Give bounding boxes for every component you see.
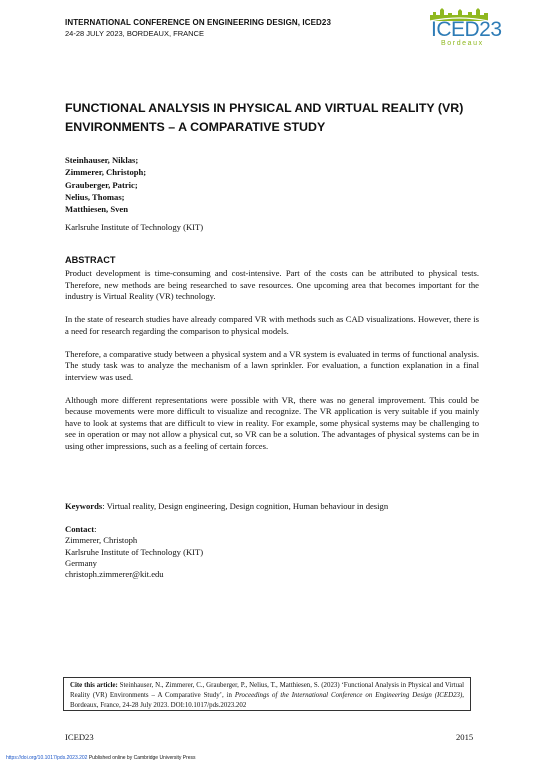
page-number: 2015 [456,732,474,742]
author-name: Nelius, Thomas; [65,191,125,202]
abstract-body [65,268,479,464]
citation-label: Cite this article: [70,682,118,689]
author-name: Zimmerer, Christoph; [65,167,147,178]
affiliation: Karlsruhe Institute of Technology (KIT) [65,222,204,232]
contact-name: Zimmerer, Christoph [65,535,138,546]
author-name: Grauberger, Patric; [65,179,138,190]
citation-text: Steinhauser, N., Zimmerer, C., Grauberger, P., Nelius, T., Matthiesen, S. (2023) ‘Functional Analysis in Physical and Virtual Reality (VR) Environments – A Comparative Study’, in [70,682,465,699]
contact-colon: : [94,524,97,534]
citation-text-end: , Bordeaux, France, 24-28 July 2023. DOI:10.1017/pds.2023.202 [70,692,464,709]
author-name: Matthiesen, Sven [65,204,129,215]
keywords [65,501,479,511]
contact-label: Contact [65,524,95,534]
contact-heading [65,524,203,535]
published-note: Published online by Cambridge University Press [87,755,196,761]
contact-email[interactable]: christoph.zimmerer@kit.edu [65,569,164,580]
abstract-paragraph: In the state of research studies have already compared VR with methods such as CAD visualizations. However, there is a need for research regarding the comparison to physical models. [65,314,479,336]
abstract-heading: ABSTRACT [65,255,116,265]
logo-subtitle: Bordeaux [441,40,484,47]
keywords-list: : Virtual reality, Design engineering, Design cognition, Human behaviour in design [102,501,389,511]
citation-box [63,677,471,711]
abstract-paragraph: Therefore, a comparative study between a physical system and a VR system is evaluated in terms of functional analysis. The study task was to analyze the mechanism of a lawn sprinkler. For evaluation, a function explanation in a final interview was used. [65,348,479,382]
contact-institution: Karlsruhe Institute of Technology (KIT) [65,546,204,557]
author-name: Steinhauser, Niklas; [65,155,139,165]
contact-country: Germany [65,557,97,568]
footer-conference: ICED23 [65,732,94,742]
abstract-paragraph: Although more different representations were possible with VR, there was no general improvement. This could be because movements were more difficult to visualize and recognize. The VR application is very suitable if you mainly have to look at systems that are difficult to view in reality. For example, some physical systems may be challenging to see in operation or may not allow a physical cut, so VR can be a solution. The advantages of physical systems can be in using other impressions, such as a feeling of certain forces. [65,394,479,451]
paper-title: FUNCTIONAL ANALYSIS IN PHYSICAL AND VIRTUAL REALITY (VR) ENVIRONMENTS – A COMPARATIVE STUDY [65,101,464,134]
logo-text: ICED23 [431,18,502,41]
conference-name: INTERNATIONAL CONFERENCE ON ENGINEERING DESIGN, ICED23 [65,18,332,27]
keywords-label: Keywords [65,501,103,511]
iced23-logo [428,6,502,48]
contact-block [65,524,203,580]
doi-link[interactable]: https://doi.org/10.1017/pds.2023.202 [6,755,88,761]
abstract-paragraph: Product development is time-consuming and cost-intensive. Part of the costs can be attributed to physical tests. Therefore, new methods are being researched to save resources. One upcoming area that becomes important for the industry is Virtual Reality (VR) technology. [65,268,479,301]
conference-date: 24-28 JULY 2023, BORDEAUX, FRANCE [65,29,204,38]
author-list [65,154,146,215]
doi-line [6,755,196,761]
citation-proceedings: Proceedings of the International Conference on Engineering Design (ICED23) [234,692,463,699]
